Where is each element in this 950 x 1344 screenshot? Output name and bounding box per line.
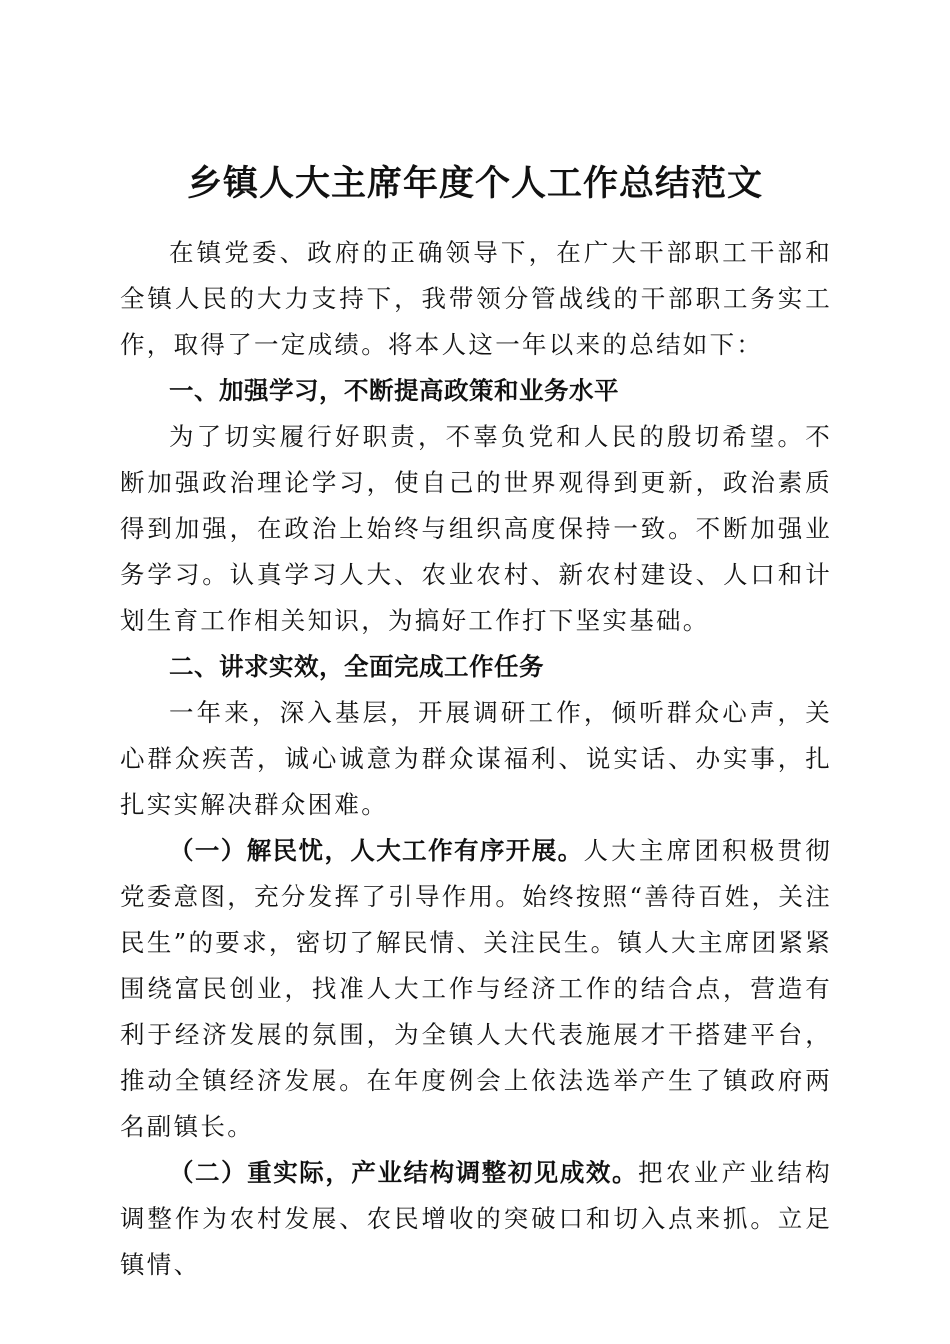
- section-1-heading: 一、加强学习，不断提高政策和业务水平: [169, 376, 619, 405]
- document-body: [120, 230, 832, 1288]
- subsection-1-text: 人大主席团积极贯彻党委意图，充分发挥了引导作用。始终按照“善待百姓，关注民生”的要求，密切了解民情、关注民生。镇人大主席团紧紧围绕富民创业，找准人大工作与经济工作的结合点，营造有利于经济发展的氛围，为全镇人大代表施展才干搭建平台，推动全镇经济发展。在年度例会上依法选举产生了镇政府两名副镇长。: [120, 836, 832, 1141]
- subsection-1-lead: （一）解民忧，人大工作有序开展。: [169, 836, 584, 865]
- intro-paragraph: 在镇党委、政府的正确领导下，在广大干部职工干部和全镇人民的大力支持下，我带领分管战线的干部职工务实工作，取得了一定成绩。将本人这一年以来的总结如下：: [120, 238, 832, 359]
- section-2-heading: 二、讲求实效，全面完成工作任务: [169, 652, 544, 681]
- subsection-1-paragraph: [120, 828, 832, 1150]
- subsection-2-text: 把农业产业结构调整作为农村发展、农民增收的突破口和切入点来抓。立足镇情、: [120, 1158, 832, 1279]
- document-title: 乡镇人大主席年度个人工作总结范文: [186, 163, 763, 205]
- subsection-2-lead: （二）重实际，产业结构调整初见成效。: [169, 1158, 639, 1187]
- subsection-2-paragraph: [120, 1150, 832, 1288]
- section-1-paragraph: 为了切实履行好职责，不辜负党和人民的殷切希望。不断加强政治理论学习，使自己的世界观得到更新，政治素质得到加强，在政治上始终与组织高度保持一致。不断加强业务学习。认真学习人大、农业农村、新农村建设、人口和计划生育工作相关知识，为搞好工作打下坚实基础。: [120, 422, 832, 635]
- section-2-paragraph: 一年来，深入基层，开展调研工作，倾听群众心声，关心群众疾苦，诚心诚意为群众谋福利、说实话、办实事，扎扎实实解决群众困难。: [120, 698, 832, 819]
